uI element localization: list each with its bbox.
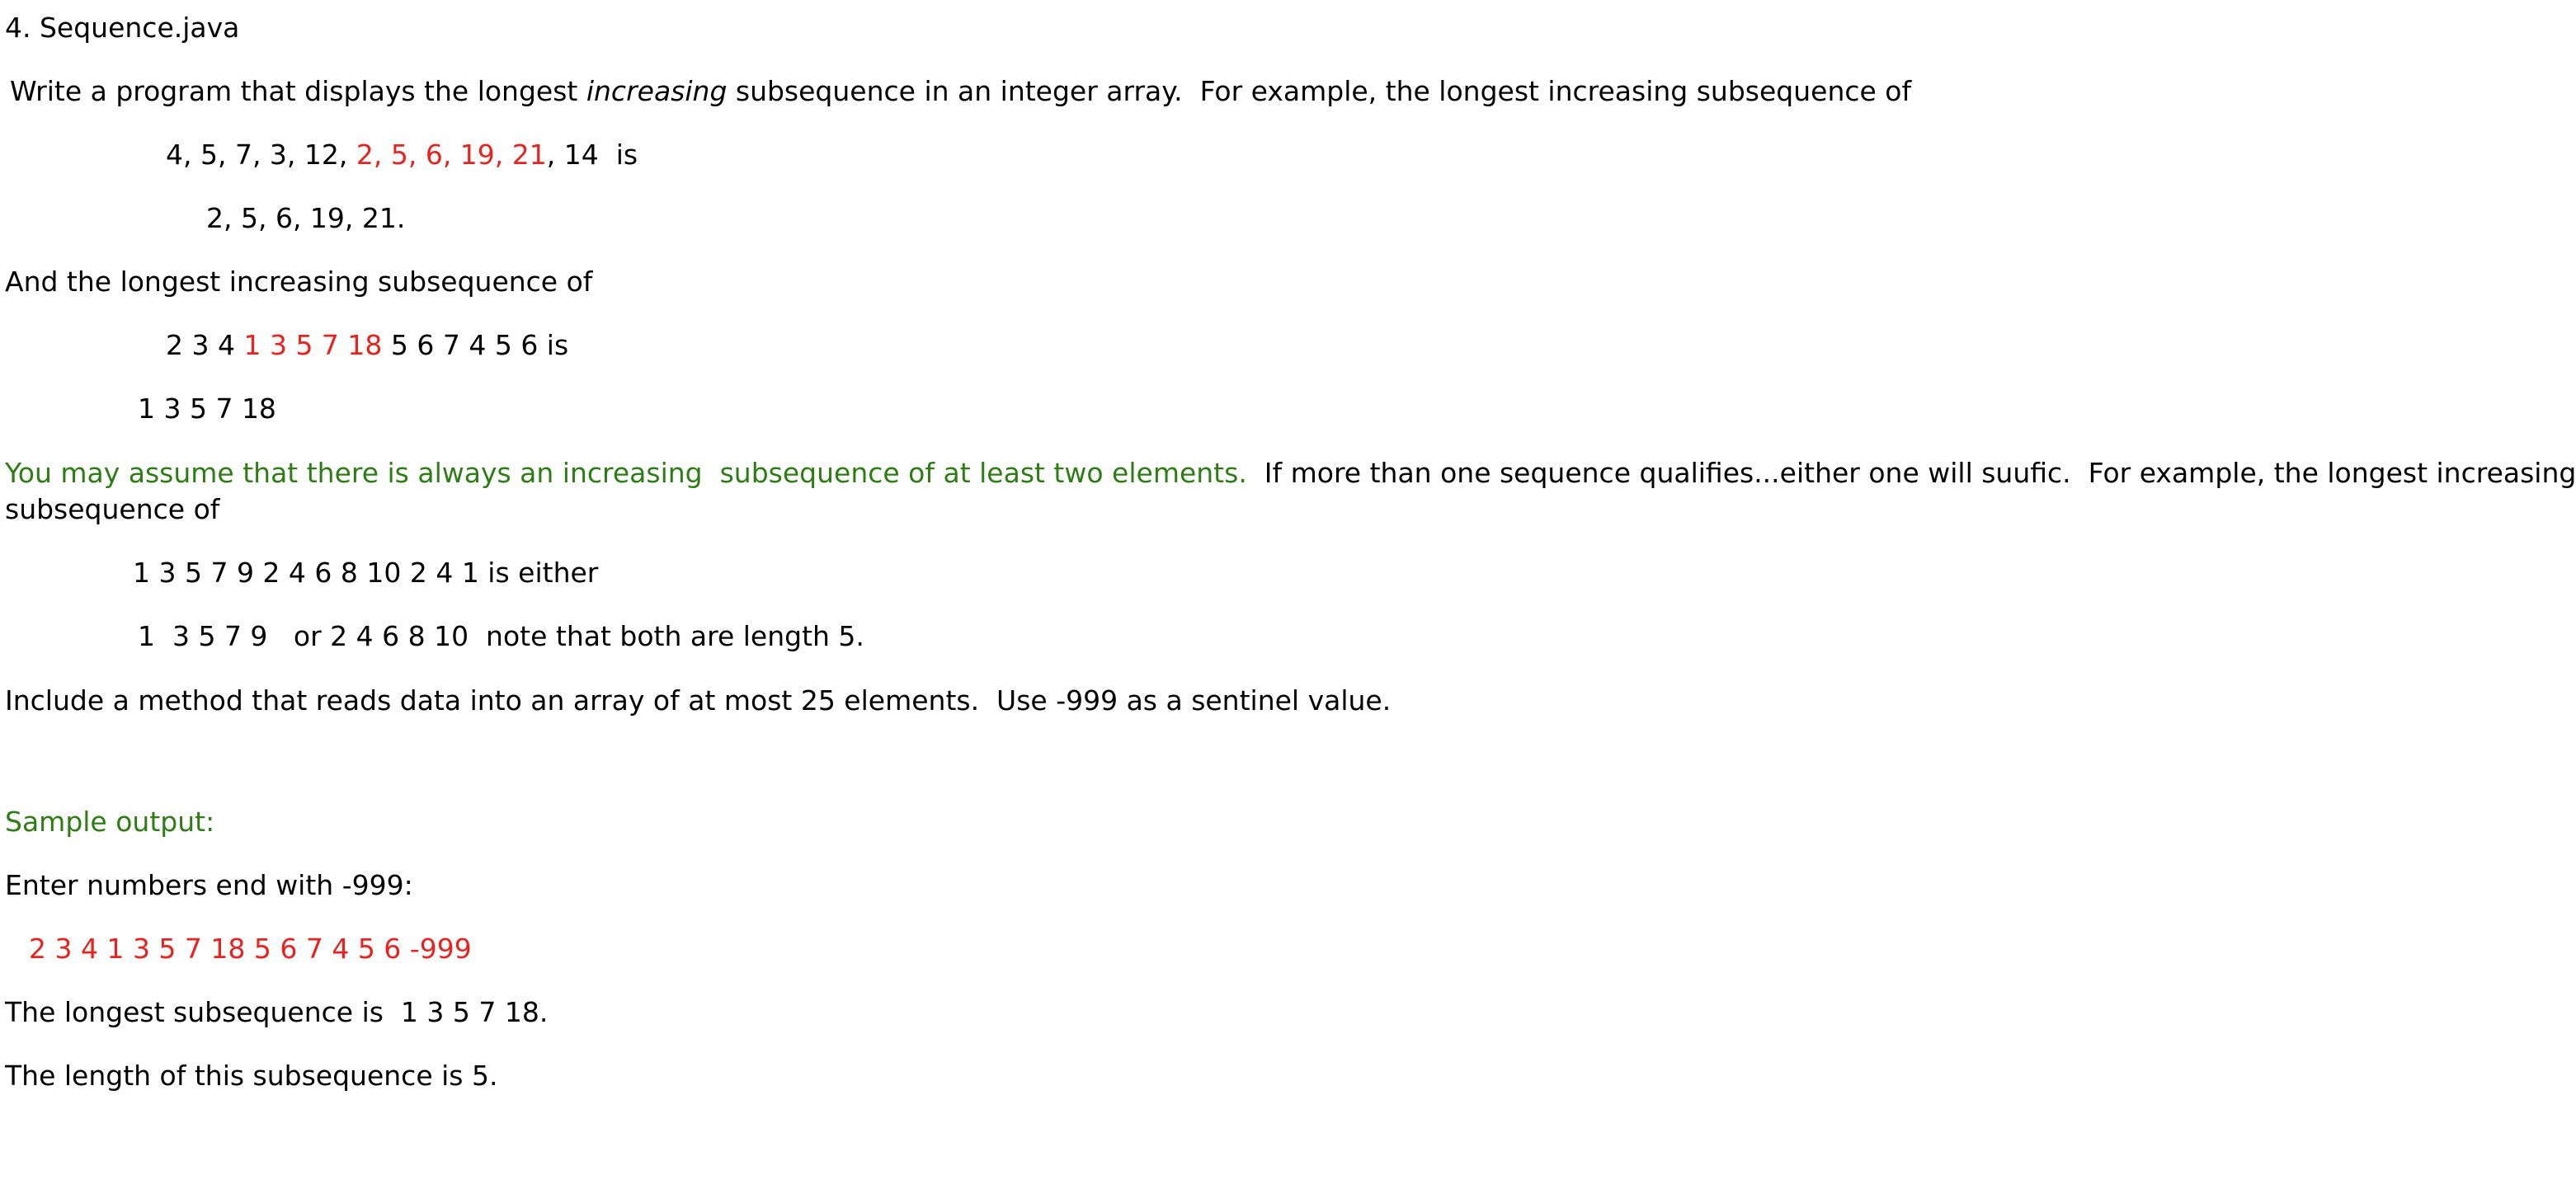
sample-output-heading: Sample output: <box>5 806 215 838</box>
sample-prompt: Enter numbers end with -999: <box>5 869 413 901</box>
assumption-black-text: If more than one sequence qualifies...either one will suufic. For example, the longest increasing <box>1246 457 2576 489</box>
example1-sequence <box>166 137 638 173</box>
example1-prefix: 4, 5, 7, 3, 12, <box>166 139 356 171</box>
intro-text-end: subsequence in an integer array. For example, the longest increasing subsequence of <box>727 75 1912 107</box>
assumption-continuation: subsequence of <box>5 493 220 525</box>
example2-sequence <box>166 327 568 364</box>
sample-result: The longest subsequence is 1 3 5 7 18. <box>5 996 549 1028</box>
example1-answer: 2, 5, 6, 19, 21. <box>206 202 406 234</box>
intro-paragraph <box>10 73 1911 110</box>
example1-highlighted-subsequence: 2, 5, 6, 19, 21 <box>356 139 547 171</box>
example2-highlighted-subsequence: 1 3 5 7 18 <box>243 329 383 361</box>
example2-lead: And the longest increasing subsequence of <box>5 266 593 298</box>
example1-suffix: , 14 is <box>546 139 638 171</box>
example2-suffix: 5 6 7 4 5 6 is <box>382 329 569 361</box>
document-title: 4. Sequence.java <box>5 12 240 44</box>
sample-input: 2 3 4 1 3 5 7 18 5 6 7 4 5 6 -999 <box>29 933 472 965</box>
example2-prefix: 2 3 4 <box>166 329 244 361</box>
sample-length: The length of this subsequence is 5. <box>5 1060 498 1092</box>
assumption-green-text: You may assume that there is always an increasing subsequence of at least two elements. <box>5 457 1247 489</box>
example2-answer: 1 3 5 7 18 <box>138 392 276 425</box>
method-note: Include a method that reads data into an array of at most 25 elements. Use -999 as a sentinel value. <box>5 684 1392 717</box>
intro-emphasis: increasing <box>586 75 728 107</box>
intro-text-start: Write a program that displays the longest <box>10 75 586 107</box>
assumption-paragraph <box>5 455 2576 491</box>
example3-answer: 1 3 5 7 9 or 2 4 6 8 10 note that both are length 5. <box>138 620 864 652</box>
example3-sequence: 1 3 5 7 9 2 4 6 8 10 2 4 1 is either <box>133 557 599 589</box>
